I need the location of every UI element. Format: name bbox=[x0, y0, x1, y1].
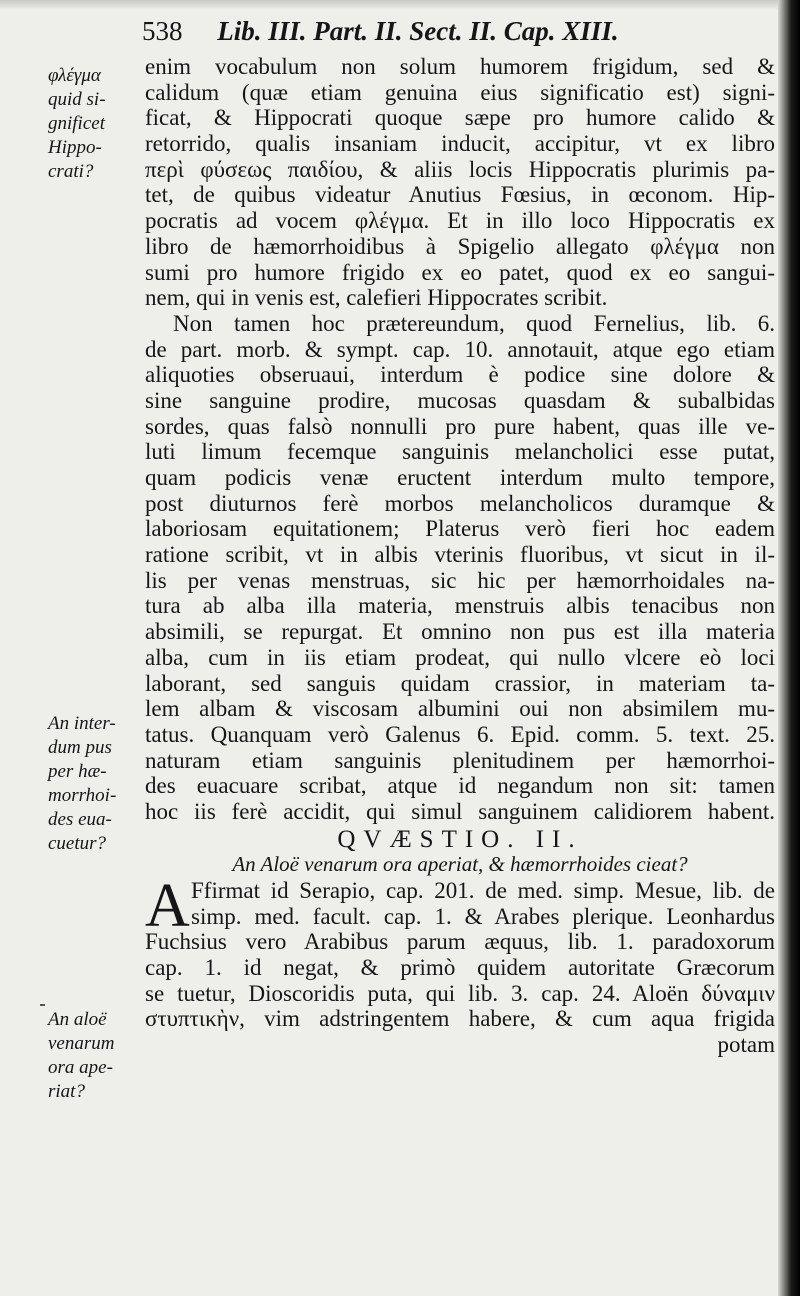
text-line: Ffirmat id Serapio, cap. 201. de med. simp. Mesue, lib. de bbox=[191, 878, 775, 903]
margin-note-pus bbox=[48, 712, 138, 856]
page-top-edge bbox=[0, 0, 800, 10]
text-line: tura ab alba illa materia, menstruis albis tenacibus non bbox=[145, 593, 775, 619]
margin-note-line: riat? bbox=[48, 1081, 85, 1102]
text-line: lem albam & viscosam albumini oui non absimilem mu- bbox=[145, 696, 775, 722]
margin-note-phlegma bbox=[48, 64, 138, 184]
text-line: tatus. Quanquam verò Galenus 6. Epid. comm. 5. text. 25. bbox=[145, 721, 775, 747]
text-line: Fuchsius vero Arabibus parum æquus, lib. 1. paradoxorum bbox=[145, 929, 775, 955]
text-line: des euacuare scribat, atque id negandum non sit: tamen bbox=[145, 773, 775, 799]
text-line: nem, qui in venis est, calefieri Hippocrates scribit. bbox=[145, 285, 608, 311]
margin-note-line: dum pus bbox=[48, 737, 112, 758]
text-line: cap. 1. id negat, & primò quidem autoritate Græcorum bbox=[145, 955, 775, 981]
margin-note-line: gnificet bbox=[48, 113, 105, 134]
margin-note-line: φλέγμα bbox=[48, 65, 101, 86]
text-line: libro de hæmorrhoidibus à Spigelio allegato φλέγμα non bbox=[145, 233, 775, 259]
text-line: retorrido, qualis insaniam inducit, accipitur, vt ex libro bbox=[145, 131, 775, 157]
running-header bbox=[142, 16, 782, 47]
dropcap-second-line bbox=[145, 904, 775, 930]
binding-edge bbox=[778, 0, 800, 1296]
text-line: lis per venas menstruas, sic hic per hæmorrhoidales na- bbox=[145, 567, 775, 593]
text-line: post diuturnos ferè morbos melancholicos duramque & bbox=[145, 490, 775, 516]
dropcap-letter: A bbox=[145, 872, 190, 940]
text-line: simp. med. facult. cap. 1. & Arabes plerique. Leonhardus bbox=[191, 903, 775, 929]
margin-note-line: venarum bbox=[48, 1033, 115, 1054]
question-subtitle: An Aloë venarum ora aperiat, & hæmorrhoides cieat? bbox=[232, 852, 688, 877]
text-line: alba, cum in iis etiam prodeat, qui nullo vlcere eò loci bbox=[145, 644, 775, 670]
text-line: laborant, sed sanguis quidam crassior, in materiam ta- bbox=[145, 670, 775, 696]
text-line: sumi pro humore frigido ex eo patet, quod ex eo sangui- bbox=[145, 259, 775, 285]
text-line: enim vocabulum non solum humorem frigidum, sed & bbox=[145, 54, 775, 79]
text-line: quam podicis venæ eructent interdum multo tempore, bbox=[145, 465, 775, 490]
margin-note-aloe bbox=[48, 1008, 138, 1104]
paragraph-first-line: Non tamen hoc prætereundum, quod Fernelius, lib. 6. bbox=[173, 310, 775, 336]
text-line: ratione scribit, vt in albis vterinis fluoribus, vt sicut in il- bbox=[145, 542, 775, 568]
margin-note-line: An aloë bbox=[48, 1009, 107, 1030]
text-line: aliquoties obseruaui, interdum è podice sine dolore & bbox=[145, 362, 775, 388]
text-line: ficat, & Hippocrati quoque sæpe pro humore calido & bbox=[145, 105, 775, 131]
margin-note-line: des eua- bbox=[48, 809, 112, 830]
margin-note-line: An inter- bbox=[48, 713, 116, 734]
text-line: de part. morb. & sympt. cap. 10. annotauit, atque ego etiam bbox=[145, 336, 775, 362]
text-line: calidum (quæ etiam genuina eius significatio est) signi- bbox=[145, 79, 775, 105]
margin-note-line: ora ape- bbox=[48, 1057, 113, 1078]
margin-note-line: Hippo- bbox=[48, 137, 102, 158]
running-title: Lib. III. Part. II. Sect. II. Cap. XIII. bbox=[217, 16, 619, 46]
text-line: περὶ φύσεως παιδίου, & aliis locis Hippocratis plurimis pa- bbox=[145, 156, 775, 182]
margin-note-line: quid si- bbox=[48, 89, 106, 110]
text-line: sordes, quas falsò nonnulli pro pure habent, quas ille ve- bbox=[145, 413, 775, 439]
text-line: se tuetur, Dioscoridis puta, qui lib. 3. cap. 24. Aloën δύναμιν bbox=[145, 980, 775, 1006]
text-line: absimili, se repurgat. Et omnino non pus est illa materia bbox=[145, 619, 775, 645]
main-text-block bbox=[145, 54, 775, 1058]
text-line: tet, de quibus videatur Anutius Fœsius, in œconom. Hip- bbox=[145, 182, 775, 208]
text-line: pocratis ad vocem φλέγμα. Et in illo loco Hippocratis ex bbox=[145, 208, 775, 234]
text-line: στυπτικὴν, vim adstringentem habere, & cum aqua frigida bbox=[145, 1006, 775, 1032]
text-line: naturam etiam sanguinis plenitudinem per hæmorrhoi- bbox=[145, 747, 775, 773]
text-line: hoc iis ferè accidit, qui simul sanguinem calidiorem habent. bbox=[145, 798, 775, 824]
margin-note-line: cuetur? bbox=[48, 833, 107, 854]
page-number: 538 bbox=[142, 16, 183, 46]
text-line: sine sanguine prodire, mucosas quasdam & subalbidas bbox=[145, 387, 775, 413]
catchword: potam bbox=[717, 1032, 775, 1058]
margin-tick-mark bbox=[40, 1004, 45, 1006]
text-line: laboriosam equitationem; Platerus verò fieri hoc eadem bbox=[145, 516, 775, 542]
margin-note-line: morrhoi- bbox=[48, 785, 117, 806]
question-heading: QVÆSTIO. II. bbox=[337, 825, 583, 853]
text-line: luti limum fecemque sanguinis melancholici esse putat, bbox=[145, 439, 775, 465]
margin-note-line: crati? bbox=[48, 161, 94, 182]
margin-note-line: per hæ- bbox=[48, 761, 107, 782]
